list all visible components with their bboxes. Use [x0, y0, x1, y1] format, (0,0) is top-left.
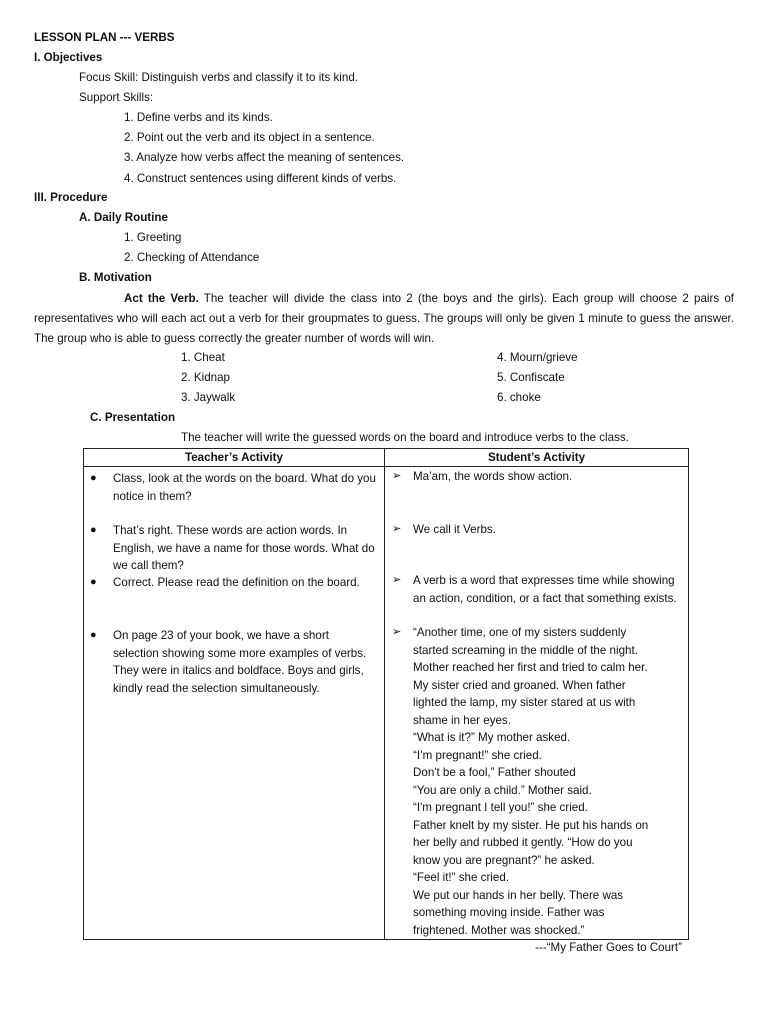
arrow-bullet-icon: ➢ [392, 626, 402, 638]
arrow-bullet-icon: ➢ [392, 470, 402, 482]
motivation-text: The teacher will divide the class into 2 (the boys and the girls). Each group will choose 2 pairs of representatives who will each act out a verb for their groupmates to guess. The groups will only be given 1 minute to guess the answer. The group who is able to guess correctly the greater number of words will win. [34, 292, 734, 345]
routine-item: 2. Checking of Attendance [124, 251, 260, 264]
act-the-verb-title: Act the Verb. [124, 292, 199, 305]
teacher-activity-cell: ● Class, look at the words on the board. What do you notice in them? ● That’s right. These words are action words. In English, we have a name for those words. What do we call them? ● Correct. Please read the definition on the board. ● On page 23 of your book, we have a short selection showing some more examples of verbs. They were in italics and boldface. Boys and girls, kindly read the selection simultaneously. [84, 467, 385, 940]
focus-skill: Focus Skill: Distinguish verbs and classify it to its kind. [79, 71, 358, 84]
verb-word: 6. choke [497, 391, 541, 404]
teacher-activity-header: Teacher’s Activity [84, 449, 385, 467]
story-line: “I'm pregnant I tell you!” she cried. [413, 801, 588, 814]
story-line: shame in her eyes. [413, 713, 511, 727]
verb-word: 3. Jaywalk [181, 391, 236, 404]
story-line: lighted the lamp, my sister stared at us with [413, 696, 636, 709]
story-line: “I’m pregnant!” she cried. [413, 748, 542, 762]
story-line: started screaming in the middle of the night. [413, 643, 638, 657]
activity-table [83, 448, 689, 954]
story-line: “What is it?” My mother asked. [413, 731, 571, 744]
support-skill-item: 3. Analyze how verbs affect the meaning of sentences. [124, 151, 405, 164]
story-line: her belly and rubbed it gently. “How do you [413, 836, 633, 849]
objectives-heading: I. Objectives [34, 51, 103, 64]
story-source: ---“My Father Goes to Court” [535, 941, 682, 954]
procedure-heading: III. Procedure [34, 191, 108, 204]
daily-routine-heading: A. Daily Routine [79, 211, 168, 224]
student-activity-header: Student’s Activity [385, 449, 689, 467]
verb-word: 5. Confiscate [497, 371, 565, 384]
story-line: “Feel it!” she cried. [413, 871, 509, 884]
motivation-paragraph [34, 289, 734, 348]
story-excerpt [413, 624, 682, 957]
bullet-icon: ● [90, 576, 97, 588]
arrow-bullet-icon: ➢ [392, 574, 402, 586]
support-skills-heading: Support Skills: [79, 91, 154, 104]
motivation-heading: B. Motivation [79, 271, 152, 284]
story-line: something moving inside. Father was [413, 906, 605, 919]
lesson-title: LESSON PLAN --- VERBS [34, 31, 175, 44]
verb-word: 2. Kidnap [181, 371, 230, 384]
arrow-bullet-icon: ➢ [392, 523, 402, 535]
bullet-icon: ● [90, 472, 97, 484]
support-skill-item: 4. Construct sentences using different kinds of verbs. [124, 172, 397, 185]
verb-word: 4. Mourn/grieve [497, 351, 578, 364]
story-line: frightened. Mother was shocked.” [413, 923, 585, 937]
story-line: My sister cried and groaned. When father [413, 678, 626, 692]
routine-item: 1. Greeting [124, 231, 182, 244]
story-line: “Another time, one of my sisters suddenly [413, 626, 627, 639]
story-line: Father knelt by my sister. He put his hands on [413, 818, 649, 832]
story-line: Don't be a fool,” Father shouted [413, 766, 576, 779]
presentation-intro: The teacher will write the guessed words on the board and introduce verbs to the class. [181, 431, 629, 444]
bullet-icon: ● [90, 629, 97, 641]
student-activity-cell: ➢ Ma’am, the words show action. ➢ We call it Verbs. ➢ A verb is a word that expresses time while showing an action, condition, or a fact that something exists. ➢ “Another time, one of my sisters suddenly started screaming in the middle of the night. Mother reached her first and tried to calm her. My sister cried and groaned. When father lighted the lamp, my sister stared at us with shame in her eyes. “What is it?” My mother asked. “I’m pregnant!” she cried. Don't be a fool,” Father shouted “You are only a child.” Mother said. “I'm pregnant I tell you!” she cried. Father knelt by my sister. He put his hands on her belly and rubbed it gently. “How do you know you are pregnant?” he asked. “Feel it!” she cried. We put our hands in her belly. There was something moving inside. Father was frightened. Mother was shocked.” ---“My Father Goes to Court” [385, 467, 689, 940]
verb-word: 1. Cheat [181, 351, 225, 364]
bullet-icon: ● [90, 524, 97, 536]
story-line: Mother reached her first and tried to calm her. [413, 661, 648, 674]
story-line: know you are pregnant?” he asked. [413, 853, 595, 867]
support-skill-item: 1. Define verbs and its kinds. [124, 111, 273, 124]
story-line: “You are only a child.” Mother said. [413, 783, 592, 797]
support-skill-item: 2. Point out the verb and its object in a sentence. [124, 131, 375, 144]
story-line: We put our hands in her belly. There was [413, 888, 624, 902]
presentation-heading: C. Presentation [90, 411, 176, 424]
